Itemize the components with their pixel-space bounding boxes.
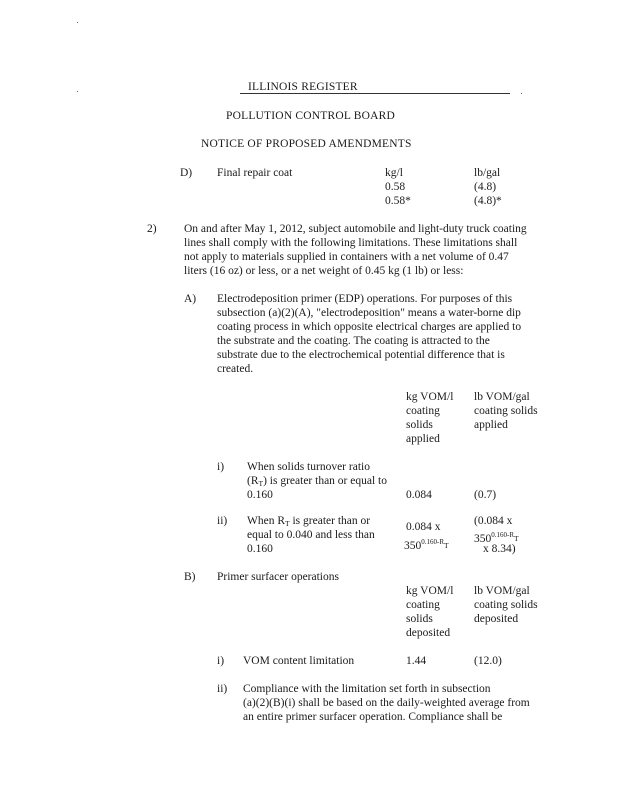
- itemB-col2-head: coating solids: [474, 599, 538, 611]
- itemA-col1-head: solids: [406, 419, 433, 431]
- d-text: Final repair coat: [217, 167, 293, 179]
- itemB-i-label: i): [217, 655, 225, 667]
- scan-speck: [77, 91, 78, 92]
- itemA-line: created.: [217, 363, 254, 375]
- itemA-line: Electrodeposition primer (EDP) operations. For purposes of this: [217, 293, 513, 305]
- itemA-line: substrate due to the electrochemical potential difference that is: [217, 349, 505, 361]
- itemA-col2-head: coating solids: [474, 405, 538, 417]
- d-col1-head: kg/l: [385, 167, 403, 179]
- itemA-ii-col2-line1: (0.084 x: [474, 515, 513, 527]
- itemB-col1-head: deposited: [406, 627, 451, 639]
- itemB-col1-head: coating: [406, 599, 440, 611]
- d-col2-val2: (4.8)*: [474, 195, 502, 207]
- itemB-col2-head: lb VOM/gal: [474, 585, 530, 597]
- itemA-ii-col2-exp: 0.160-R: [491, 531, 514, 539]
- itemA-ii-line1-pre: When R: [247, 515, 286, 527]
- item2-line: On and after May 1, 2012, subject automobile and light-duty truck coating: [184, 223, 527, 235]
- itemB-text: Primer surfacer operations: [217, 571, 339, 583]
- scan-speck: [521, 93, 522, 94]
- header-rule: [240, 93, 510, 94]
- itemA-col1-head: kg VOM/l: [406, 391, 454, 403]
- itemB-i-col2: (12.0): [474, 655, 502, 667]
- itemA-ii-line1-sub: T: [285, 519, 290, 528]
- itemB-col2-head: deposited: [474, 613, 519, 625]
- itemA-ii-col2-exp-sub: T: [514, 534, 519, 543]
- itemA-col2-head: lb VOM/gal: [474, 391, 530, 403]
- itemA-col2-head: applied: [474, 419, 508, 431]
- itemA-ii-line2: equal to 0.040 and less than: [247, 529, 375, 541]
- itemA-ii-col2-line3: x 8.34): [483, 543, 516, 555]
- register-title: ILLINOIS REGISTER: [248, 81, 358, 93]
- board-title: POLLUTION CONTROL BOARD: [226, 110, 396, 122]
- itemA-i-col1: 0.084: [406, 489, 432, 501]
- item2-line: not apply to materials supplied in containers with a net volume of 0.47: [184, 251, 509, 263]
- itemA-ii-label: ii): [217, 515, 228, 527]
- itemB-ii-line: an entire primer surfacer operation. Compliance shall be: [243, 711, 503, 723]
- itemA-line: the substrate and the coating. The coating is attracted to the: [217, 335, 490, 347]
- itemB-ii-line: (a)(2)(B)(i) shall be based on the daily-weighted average from: [243, 697, 530, 709]
- item2-line: liters (16 oz) or less, or a net weight of 0.45 kg (1 lb) or less:: [184, 265, 464, 277]
- itemA-ii-col2-base: 350: [474, 533, 492, 545]
- d-col2-val1: (4.8): [474, 181, 497, 193]
- item2-line: lines shall comply with the following limitations. These limitations shall: [184, 237, 518, 249]
- d-label: D): [180, 167, 193, 179]
- itemA-ii-col1-formula: [404, 535, 449, 553]
- itemA-ii-col1-exp: 0.160-R: [421, 538, 444, 546]
- item2-label: 2): [147, 223, 157, 235]
- itemB-col1-head: solids: [406, 613, 433, 625]
- itemB-ii-label: ii): [217, 683, 228, 695]
- itemA-i-line3: 0.160: [247, 489, 273, 501]
- itemA-line: coating process in which opposite electrical charges are applied to: [217, 321, 522, 333]
- scan-speck: [77, 22, 78, 23]
- itemA-col1-head: applied: [406, 433, 440, 445]
- itemA-i-col2: (0.7): [474, 489, 497, 501]
- itemB-i-text: VOM content limitation: [243, 655, 355, 667]
- itemB-ii-line: Compliance with the limitation set forth in subsection: [243, 683, 491, 695]
- itemB-i-col1: 1.44: [406, 655, 427, 667]
- itemA-col1-head: coating: [406, 405, 440, 417]
- d-col2-head: lb/gal: [474, 167, 501, 179]
- notice-title: NOTICE OF PROPOSED AMENDMENTS: [201, 138, 412, 150]
- itemA-ii-col1-exp-sub: T: [444, 541, 449, 550]
- d-col1-val2: 0.58*: [385, 195, 411, 207]
- itemA-ii-col1-line1: 0.084 x: [406, 521, 441, 533]
- itemA-i-line2-post: ) is greater than or equal to: [263, 475, 387, 487]
- itemA-i-line2-sub: T: [258, 479, 264, 488]
- itemA-line: subsection (a)(2)(A), "electrodeposition" means a water-borne dip: [217, 307, 521, 319]
- itemA-i-label: i): [217, 461, 225, 473]
- itemA-i-line1: When solids turnover ratio: [247, 461, 370, 473]
- itemB-col1-head: kg VOM/l: [406, 585, 454, 597]
- itemA-ii-line1-post: is greater than or: [289, 515, 371, 527]
- itemB-label: B): [184, 571, 196, 583]
- d-col1-val1: 0.58: [385, 181, 406, 193]
- itemA-ii-line3: 0.160: [247, 543, 273, 555]
- itemA-i-line2-pre: (R: [247, 475, 259, 487]
- itemA-label: A): [184, 293, 197, 305]
- itemA-ii-col1-base: 350: [404, 540, 422, 552]
